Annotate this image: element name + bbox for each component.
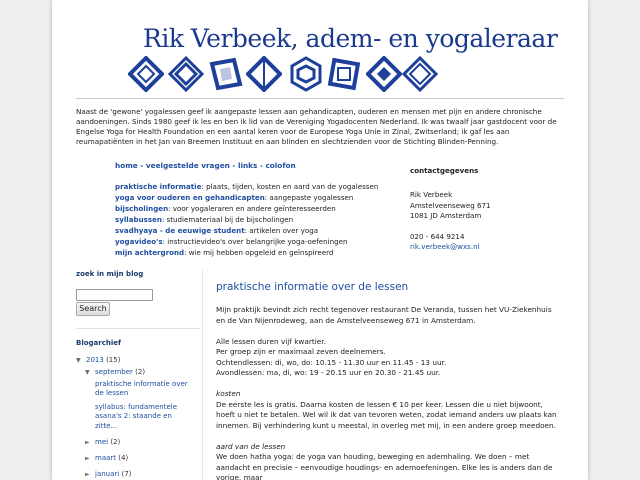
ornament-shape-icon bbox=[168, 56, 204, 92]
topic-desc: : wie mij hebben opgeleid en geïnspireerd bbox=[184, 248, 334, 257]
contact-block bbox=[410, 166, 491, 252]
expand-toggle-icon[interactable]: ► bbox=[85, 471, 90, 478]
contact-street: Amstelveenseweg 671 bbox=[410, 200, 491, 210]
nav-separator: - bbox=[257, 161, 266, 170]
ornament-shape-icon bbox=[208, 56, 244, 92]
topic-item bbox=[115, 192, 375, 203]
ornament-strip bbox=[128, 56, 438, 92]
search-input[interactable] bbox=[76, 289, 153, 301]
nav-links bbox=[115, 161, 296, 170]
archive-count: (4) bbox=[118, 454, 129, 462]
archive-post-link[interactable]: syllabus: fundamentele asana's 2: staande en zitte... bbox=[95, 403, 178, 430]
topic-desc: : aangepaste yogalessen bbox=[264, 193, 354, 202]
contact-city: 1081 JD Amsterdam bbox=[410, 211, 482, 221]
sidebar bbox=[76, 270, 200, 478]
archive-month bbox=[85, 438, 120, 447]
topic-item bbox=[115, 225, 375, 236]
nav-colofon-link[interactable]: colofon bbox=[265, 161, 296, 170]
topic-desc: : artikelen over yoga bbox=[244, 226, 319, 235]
topic-desc: : plaats, tijden, kosten en aard van de yogalessen bbox=[201, 182, 379, 191]
nav-separator: - bbox=[229, 161, 238, 170]
site-title[interactable]: Rik Verbeek, adem- en yogaleraar bbox=[143, 24, 558, 53]
post-subheading: kosten bbox=[216, 389, 241, 398]
search-heading: zoek in mijn blog bbox=[76, 270, 144, 278]
topic-list bbox=[115, 181, 379, 258]
post-paragraph bbox=[216, 337, 562, 379]
topic-item bbox=[115, 247, 375, 258]
topic-item bbox=[115, 203, 375, 214]
ornament-shape-icon bbox=[128, 56, 164, 92]
topic-link[interactable]: mijn achtergrond bbox=[115, 248, 185, 257]
post-paragraph: De eerste les is gratis. Daarna kosten de lessen € 10 per keer. Lessen die u niet bijwoont, hoeft u niet te betalen. Wel wil ik dat van tevoren weten, zodat iemand anders uw plaats kan innemen. Bij verhindering kunt u meestal, in overleg met mij, in een andere groep meedoen. bbox=[216, 399, 557, 430]
topic-item bbox=[115, 236, 375, 247]
post-paragraph: Mijn praktijk bevindt zich recht tegenover restaurant De Veranda, tussen het VU-Ziekenhuis en de Van Nijenrodeweg, aan de Amstelveenseweg 671 in Amsterdam. bbox=[216, 305, 552, 325]
archive-post-link[interactable]: praktische informatie over de lessen bbox=[95, 380, 188, 398]
topic-desc: : instructievideo's over belangrijke yoga-oefeningen bbox=[162, 237, 348, 246]
archive-year-link[interactable]: 2013 bbox=[86, 356, 104, 364]
post-title[interactable]: praktische informatie over de lessen bbox=[216, 281, 409, 293]
contact-title: contactgegevens bbox=[410, 166, 479, 175]
nav-links-link[interactable]: links bbox=[237, 161, 258, 170]
sidebar-divider bbox=[76, 328, 200, 329]
archive-count: (2) bbox=[110, 438, 121, 446]
topic-desc: : voor yogaleraren en andere geïnteresseerden bbox=[168, 204, 336, 213]
nav-home-link[interactable]: home bbox=[115, 161, 138, 170]
archive-month-link[interactable]: september bbox=[95, 368, 133, 376]
contact-name: Rik Verbeek bbox=[410, 190, 453, 200]
archive-year bbox=[76, 356, 120, 365]
topic-link[interactable]: yoga voor ouderen en gehandicapten bbox=[115, 193, 265, 202]
archive-month bbox=[85, 454, 128, 463]
nav-faq-link[interactable]: veelgestelde vragen bbox=[145, 161, 230, 170]
topic-link[interactable]: bijscholingen bbox=[115, 204, 169, 213]
post-line: Ochtendlessen: di, wo, do: 10.15 - 11.30 uur en 11.45 - 13 uur. bbox=[216, 357, 447, 367]
topic-desc: : studiemateriaal bij de bijscholingen bbox=[161, 215, 294, 224]
topic-item bbox=[115, 181, 379, 192]
ornament-shape-icon bbox=[246, 56, 282, 92]
topic-link[interactable]: praktische informatie bbox=[115, 182, 202, 191]
archive-month-link[interactable]: januari bbox=[95, 470, 120, 478]
topic-link[interactable]: yogavideo's bbox=[115, 237, 163, 246]
topic-item bbox=[115, 214, 375, 225]
post-line: Per groep zijn er maximaal zeven deelnemers. bbox=[216, 347, 386, 356]
ornament-shape-icon bbox=[366, 56, 402, 92]
contact-email-link[interactable]: rik.verbeek@wxs.nl bbox=[410, 242, 480, 252]
blog-header bbox=[52, 0, 588, 98]
archive-month bbox=[85, 470, 131, 479]
archive-month-link[interactable]: maart bbox=[95, 454, 117, 462]
contact-spacer bbox=[410, 222, 491, 232]
ornament-shape-icon bbox=[326, 56, 362, 92]
post-paragraph: We doen hatha yoga: de yoga van houding, beweging en ademhaling. We doen – met aandacht en precisie – eenvoudige houdings- en ademoefeningen. Elke les is anders dan de vorige, maar bbox=[216, 452, 553, 480]
intro-text: Naast de 'gewone' yogalessen geef ik aangepaste lessen aan gehandicapten, ouderen en mensen met pijn en andere chronische aandoeningen. Sinds 1980 geef ik les en ben ik lid van de Vereniging Yogadocenten Nederland. Ik was twaalf jaar gastdocent voor de Engelse Yoga for Health Foundation en een aantal keren voor de Europese Yoga Unie in Zinal, Zwitserland; ik gaf les aan reumapatiënten in het Jan van Breemen Instituut en aan blinden en slechtzienden voor de Stichting Blinden-Penning. bbox=[76, 107, 557, 146]
header-divider bbox=[76, 98, 564, 99]
topic-link[interactable]: syllabussen bbox=[115, 215, 162, 224]
archive-month-link[interactable]: mei bbox=[95, 438, 109, 446]
search-button[interactable]: Search bbox=[76, 302, 110, 316]
post-body bbox=[216, 305, 562, 480]
expand-toggle-icon[interactable]: ► bbox=[85, 455, 90, 462]
blog-page bbox=[52, 0, 588, 480]
ornament-shape-icon bbox=[288, 56, 324, 92]
archive-count: (7) bbox=[121, 470, 132, 478]
column-divider bbox=[202, 270, 203, 480]
expand-toggle-icon[interactable]: ▼ bbox=[76, 357, 81, 364]
post-line: Avondlessen: ma, di, wo: 19 - 20.15 uur en 20.30 - 21.45 uur. bbox=[216, 368, 441, 377]
topic-link[interactable]: svadhyaya - de eeuwige student bbox=[115, 226, 245, 235]
post-line: Alle lessen duren vijf kwartier. bbox=[216, 336, 326, 346]
contact-phone: 020 - 644 9214 bbox=[410, 231, 465, 241]
ornament-shape-icon bbox=[402, 56, 438, 92]
archive-count: (15) bbox=[106, 356, 121, 364]
archive-month bbox=[85, 368, 145, 377]
expand-toggle-icon[interactable]: ► bbox=[85, 439, 90, 446]
nav-separator: - bbox=[137, 161, 146, 170]
archive-heading: Blogarchief bbox=[76, 339, 122, 347]
archive-count: (2) bbox=[135, 368, 146, 376]
post-subheading: aard van de lessen bbox=[216, 441, 286, 451]
expand-toggle-icon[interactable]: ▼ bbox=[85, 369, 90, 376]
